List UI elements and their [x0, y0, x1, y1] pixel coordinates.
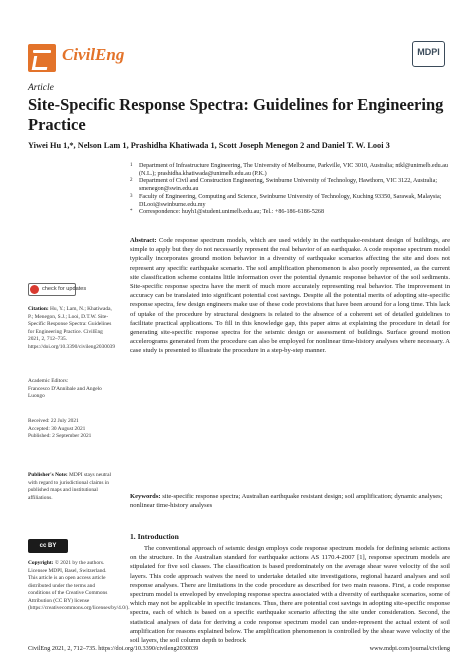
dates	[28, 418, 112, 441]
article-type: Article	[28, 83, 54, 93]
footer-citation[interactable]: CivilEng 2021, 2, 712–735. https://doi.org/10.3390/civileng2030039	[28, 645, 199, 652]
section-heading: 1. Introduction	[130, 532, 179, 541]
publisher-name[interactable]: MDPI	[417, 47, 440, 57]
publisher-note-text: MDPI stays neutral with regard to jurisdictional claims in published maps and institutional affiliations.	[28, 472, 111, 501]
publisher-note	[28, 472, 112, 502]
cc-by-license-icon[interactable]: cc BY	[28, 539, 68, 553]
citation-text[interactable]: Hu, Y.; Lam, N.; Khatiwada, P.; Menegon, S.J.; Looi, D.T.W. Site-Specific Response Spectra: Guidelines for Engineering Practice. CivilEng 2021, 2, 712–735. https://doi.org/10.3390/civileng2030039	[28, 306, 116, 350]
affiliation-3	[130, 194, 460, 209]
keywords	[130, 492, 450, 510]
copyright	[28, 560, 130, 613]
keywords-text: site-specific response spectra; Australian earthquake resistant design; soil amplification; dynamic analyses; nonlinear time-history analyses	[130, 493, 443, 510]
check-updates-icon	[30, 285, 39, 294]
affiliation-marker: 2	[130, 178, 133, 184]
accepted-date: Accepted: 30 August 2021	[28, 425, 86, 432]
affiliation-2	[130, 178, 460, 193]
correspondence-text: Correspondence: huyh1@student.unimelb.edu.au; Tel.: +86-186-6186-5268	[139, 209, 325, 216]
paper-title: Site-Specific Response Spectra: Guidelines for Engineering Practice	[28, 95, 444, 134]
affiliation-marker: *	[130, 209, 133, 215]
abstract-text: Code response spectrum models, which are used widely in the earthquake-resistant design of buildings, are simple to apply but they do not necessarily represent the real behavior of an earthquake. A code response spectrum model typically incorporates ground motion behavior in a diversity of earthquake scenarios affecting the site and does not represent any specific earthquake scenario. The soil amplification phenomenon is also poorly represented, as the current site classification scheme contains little information over the potential dynamic response behavior of the soil sediments. Site-specific response spectra have the merit of much more accurately representing real behavior. The improvement in accuracy can be translated into significant potential cost savings. Despite all the potential merits of adopting site-specific response spectra, few design engineers make use of these code provisions that have been around for a long time. This lack of uptake of the procedure by structural designers is related to the absence of a coherent set of detailed guidelines to facilitate practical applications. To fill in this knowledge gap, this paper aims at explaining the procedure in detail for generating site-specific response spectra for the seismic design or assessment of buildings. Surface ground motion accelerograms generated from the procedure can also be employed for nonlinear time-history analyses where necessary. A case study is presented to illustrate the procedure in a step-by-step manner.	[130, 237, 450, 355]
copyright-label: Copyright:	[28, 560, 54, 566]
copyright-text: © 2021 by the authors. Licensee MDPI, Basel, Switzerland. This article is an open access article distributed under the terms and conditions of the Creative Commons Attribution (CC BY) license (https://creativecommons.org/licenses/by/4.0/).	[28, 560, 130, 611]
affiliation-text: Department of Civil and Construction Engineering, Swinburne University of Technology, Hawthorn, VIC 3122, Australia; smenegon@swin.edu.au	[139, 178, 438, 193]
journal-name[interactable]: CivilEng	[62, 45, 125, 64]
keywords-label: Keywords:	[130, 493, 161, 500]
affiliations	[130, 163, 460, 217]
abstract-label: Abstract:	[130, 237, 157, 244]
academic-editors	[28, 378, 112, 401]
received-date: Received: 22 July 2021	[28, 418, 79, 424]
footer-journal-url[interactable]: www.mdpi.com/journal/civileng	[369, 645, 450, 652]
abstract	[130, 236, 450, 356]
affiliation-1	[130, 163, 460, 178]
journal-logo-icon	[28, 44, 56, 72]
editors-text: Francesco D'Annibale and Angelo Luongo	[28, 385, 102, 399]
affiliation-text: Department of Infrastructure Engineering, The University of Melbourne, Parkville, VIC 3010, Australia; ntkl@unimelb.edu.au (N.L.); prashidha.khatiwada@unimelb.edu.au (P.K.)	[139, 163, 448, 177]
correspondence	[130, 209, 460, 217]
introduction-text: The conventional approach of seismic design employs code response spectrum models for defining seismic actions on the structure. In the Australian standard for earthquake actions AS 1170.4-2007 [1], response spectrum models are stipulated for five soil classes. The classification is based predominately on the average shear wave velocity of the soil layers. This code approach waives the need to undertake detailed site investigations, regional hazard analyses and soil response analyses. There are limitations in the code procedure as described for two main reasons. First, a code response spectrum model is enveloped by enveloping response spectra associated with a diversity of earthquake scenarios, some of which may not be applicable in specific instances. Thus, there are potential cost savings in adopting site-specific response spectra, each of which is based on a specific earthquake scenario affecting the site under consideration. Second, the statistical analyses of data for deriving a code response spectrum model can under-represent the actual extent of soil amplification for reasons explained below. The amplification phenomenon is controlled by the shear wave velocity of the soil layers, the soil column depth to bedrock	[130, 545, 450, 645]
affiliation-marker: 3	[130, 193, 133, 199]
publisher-note-label: Publisher's Note:	[28, 472, 68, 478]
editors-label: Academic Editors:	[28, 378, 69, 384]
affiliation-marker: 1	[130, 163, 133, 168]
author-list: Yiwei Hu 1,*, Nelson Lam 1, Prashidha Khatiwada 1, Scott Joseph Menegon 2 and Daniel T. W. Looi 3	[28, 141, 390, 150]
published-date: Published: 2 September 2021	[28, 433, 92, 439]
citation	[28, 306, 116, 351]
citation-label: Citation:	[28, 306, 49, 312]
affiliation-text: Faculty of Engineering, Computing and Science, Swinburne University of Technology, Kuching 93350, Sarawak, Malaysia; DLooi@swinburne.edu.my	[139, 193, 442, 208]
check-updates-label: check for updates	[42, 286, 87, 292]
